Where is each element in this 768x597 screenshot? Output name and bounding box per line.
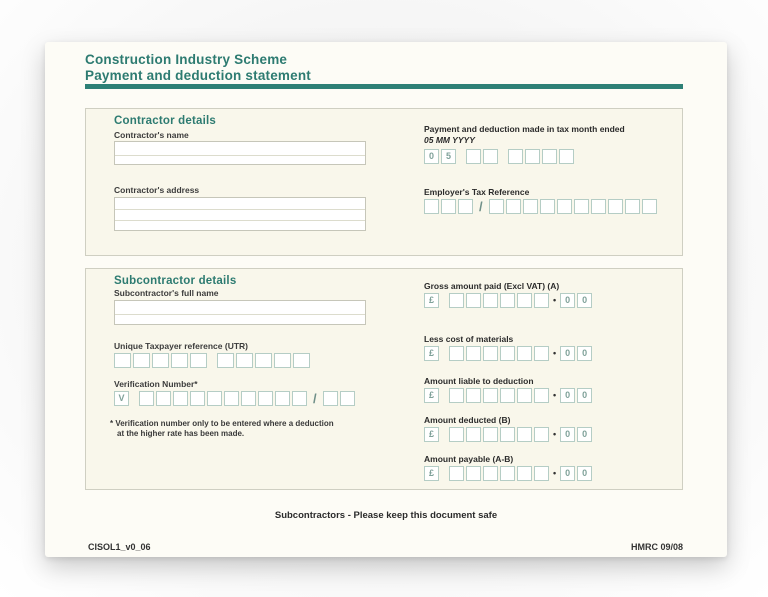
hmrc-reference: HMRC 09/08 (630, 542, 683, 552)
input-cell[interactable] (483, 427, 498, 442)
form-title-line2: Payment and deduction statement (85, 67, 311, 83)
input-cell[interactable] (517, 346, 532, 361)
input-cell[interactable] (152, 353, 169, 368)
input-cell[interactable] (114, 353, 131, 368)
input-cell[interactable] (424, 199, 439, 214)
input-cell-prefilled[interactable]: V (114, 391, 129, 406)
input-cell[interactable] (190, 353, 207, 368)
tax-month-format: 05 MM YYYY (424, 135, 475, 145)
decimal-separator: • (553, 294, 557, 305)
contractor-heading: Contractor details (114, 115, 217, 127)
subcontractor-name-line2[interactable] (115, 314, 365, 324)
input-cell[interactable] (517, 466, 532, 481)
contractor-name-line1[interactable] (115, 142, 365, 155)
input-cell[interactable] (449, 466, 464, 481)
verification-input[interactable] (114, 390, 355, 406)
box-group (449, 346, 549, 361)
box-group (449, 293, 549, 308)
input-cell[interactable] (534, 427, 549, 442)
form-title (85, 52, 311, 84)
input-cell[interactable] (449, 427, 464, 442)
box-group (139, 391, 307, 406)
input-cell[interactable] (139, 391, 154, 406)
input-cell[interactable] (483, 346, 498, 361)
input-cell-prefilled[interactable]: 0 (560, 293, 575, 308)
input-cell[interactable] (500, 427, 515, 442)
input-cell[interactable] (449, 388, 464, 403)
box-group (489, 199, 657, 214)
input-cell-prefilled[interactable]: 0 (560, 466, 575, 481)
liable-amount-label: Amount liable to deduction (424, 376, 534, 386)
input-cell[interactable] (642, 199, 657, 214)
input-cell[interactable] (274, 353, 291, 368)
input-cell[interactable] (517, 427, 532, 442)
input-cell[interactable] (156, 391, 171, 406)
input-cell[interactable] (258, 391, 273, 406)
input-cell[interactable] (466, 466, 481, 481)
input-cell[interactable] (534, 388, 549, 403)
contractor-address-input[interactable] (114, 197, 366, 231)
input-cell[interactable] (323, 391, 338, 406)
input-cell[interactable] (534, 346, 549, 361)
input-cell[interactable] (340, 391, 355, 406)
verification-label: Verification Number* (114, 379, 198, 389)
box-group (560, 466, 592, 481)
input-cell[interactable] (557, 199, 572, 214)
contractor-address-line3[interactable] (115, 220, 365, 230)
box-group (449, 388, 549, 403)
input-cell[interactable] (458, 199, 473, 214)
deducted-amount-input[interactable] (424, 426, 592, 442)
input-cell[interactable] (466, 293, 481, 308)
tax-month-label: Payment and deduction made in tax month ended (424, 124, 625, 134)
input-cell[interactable] (207, 391, 222, 406)
input-cell[interactable] (483, 149, 498, 164)
box-group (323, 391, 355, 406)
box-group (449, 466, 549, 481)
slash-separator: / (479, 198, 483, 214)
contractor-name-line2[interactable] (115, 155, 365, 164)
box-group (424, 199, 473, 214)
input-cell[interactable] (625, 199, 640, 214)
input-cell-prefilled[interactable]: 0 (577, 293, 592, 308)
employer-ref-label: Employer's Tax Reference (424, 187, 530, 197)
input-cell[interactable] (591, 199, 606, 214)
input-cell-prefilled[interactable]: 0 (577, 346, 592, 361)
box-group (424, 346, 439, 361)
input-cell[interactable] (508, 149, 523, 164)
subcontractor-heading: Subcontractor details (114, 275, 237, 287)
input-cell[interactable] (275, 391, 290, 406)
input-cell-prefilled[interactable]: 0 (577, 388, 592, 403)
contractor-name-label: Contractor's name (114, 130, 189, 140)
box-group (560, 293, 592, 308)
input-cell-prefilled[interactable]: 0 (560, 388, 575, 403)
decimal-separator: • (553, 467, 557, 478)
input-cell-prefilled[interactable]: 5 (441, 149, 456, 164)
utr-input[interactable] (114, 352, 310, 368)
input-cell[interactable] (483, 293, 498, 308)
contractor-address-line1[interactable] (115, 198, 365, 209)
verification-note-line2: at the higher rate has been made. (117, 429, 245, 439)
input-cell-prefilled[interactable]: 0 (424, 149, 439, 164)
decimal-separator: • (553, 389, 557, 400)
input-cell[interactable] (466, 346, 481, 361)
subcontractor-name-line1[interactable] (115, 301, 365, 314)
box-group (424, 388, 439, 403)
box-group (560, 427, 592, 442)
input-cell[interactable] (190, 391, 205, 406)
box-group (424, 149, 456, 164)
box-group (560, 388, 592, 403)
input-cell[interactable] (500, 466, 515, 481)
deducted-amount-label: Amount deducted (B) (424, 415, 511, 425)
input-cell[interactable] (292, 391, 307, 406)
contractor-address-line2[interactable] (115, 209, 365, 220)
input-cell[interactable] (608, 199, 623, 214)
input-cell-prefilled[interactable]: 0 (577, 427, 592, 442)
employer-ref-input[interactable] (424, 198, 657, 214)
title-divider-bar (85, 84, 683, 89)
gross-amount-label: Gross amount paid (Excl VAT) (A) (424, 281, 560, 291)
input-cell[interactable] (483, 388, 498, 403)
box-group (560, 346, 592, 361)
input-cell[interactable] (574, 199, 589, 214)
payable-amount-label: Amount payable (A-B) (424, 454, 514, 464)
input-cell-prefilled[interactable]: 0 (560, 427, 575, 442)
input-cell[interactable] (441, 199, 456, 214)
form-title-line1: Construction Industry Scheme (85, 52, 288, 67)
tax-month-input[interactable] (424, 148, 574, 164)
box-group (424, 427, 439, 442)
input-cell[interactable] (224, 391, 239, 406)
input-cell[interactable] (171, 353, 188, 368)
input-cell[interactable] (293, 353, 310, 368)
input-cell[interactable] (534, 466, 549, 481)
input-cell[interactable] (500, 346, 515, 361)
input-cell-prefilled[interactable]: £ (424, 346, 439, 361)
box-group (508, 149, 574, 164)
liable-amount-input[interactable] (424, 387, 592, 403)
input-cell[interactable] (217, 353, 234, 368)
contractor-section (85, 108, 683, 256)
input-cell-prefilled[interactable]: £ (424, 427, 439, 442)
input-cell[interactable] (506, 199, 521, 214)
input-cell[interactable] (523, 199, 538, 214)
input-cell[interactable] (241, 391, 256, 406)
input-cell-prefilled[interactable]: £ (424, 293, 439, 308)
box-group (466, 149, 498, 164)
gross-amount-input[interactable] (424, 292, 592, 308)
input-cell[interactable] (489, 199, 504, 214)
box-group (424, 293, 439, 308)
box-group (114, 391, 129, 406)
materials-cost-label: Less cost of materials (424, 334, 514, 344)
input-cell-prefilled[interactable]: 0 (577, 466, 592, 481)
box-group (449, 427, 549, 442)
decimal-separator: • (553, 347, 557, 358)
keep-safe-notice: Subcontractors - Please keep this document safe (274, 510, 498, 521)
subcontractor-section (85, 268, 683, 490)
input-cell[interactable] (500, 388, 515, 403)
input-cell[interactable] (449, 346, 464, 361)
input-cell[interactable] (483, 466, 498, 481)
box-group (114, 353, 207, 368)
input-cell[interactable] (517, 293, 532, 308)
box-group (424, 466, 439, 481)
input-cell[interactable] (540, 199, 555, 214)
input-cell[interactable] (534, 293, 549, 308)
input-cell[interactable] (133, 353, 150, 368)
input-cell[interactable] (466, 149, 481, 164)
input-cell[interactable] (236, 353, 253, 368)
contractor-name-input[interactable] (114, 141, 366, 165)
input-cell[interactable] (500, 293, 515, 308)
input-cell[interactable] (255, 353, 272, 368)
decimal-separator: • (553, 428, 557, 439)
input-cell[interactable] (542, 149, 557, 164)
input-cell[interactable] (466, 388, 481, 403)
verification-note-line1: * Verification number only to be entered where a deduction (110, 419, 334, 428)
materials-cost-input[interactable] (424, 345, 592, 361)
utr-label: Unique Taxpayer reference (UTR) (114, 341, 248, 351)
input-cell-prefilled[interactable]: £ (424, 388, 439, 403)
input-cell[interactable] (449, 293, 464, 308)
input-cell[interactable] (525, 149, 540, 164)
contractor-address-label: Contractor's address (114, 185, 200, 195)
input-cell-prefilled[interactable]: £ (424, 466, 439, 481)
input-cell[interactable] (173, 391, 188, 406)
verification-note (110, 419, 334, 440)
input-cell[interactable] (517, 388, 532, 403)
input-cell[interactable] (466, 427, 481, 442)
input-cell-prefilled[interactable]: 0 (560, 346, 575, 361)
subcontractor-name-label: Subcontractor's full name (114, 288, 219, 298)
form-code: CISOL1_v0_06 (88, 542, 151, 552)
slash-separator: / (313, 390, 317, 406)
payable-amount-input[interactable] (424, 465, 592, 481)
input-cell[interactable] (559, 149, 574, 164)
form-paper (45, 42, 727, 557)
box-group (217, 353, 310, 368)
subcontractor-name-input[interactable] (114, 300, 366, 325)
